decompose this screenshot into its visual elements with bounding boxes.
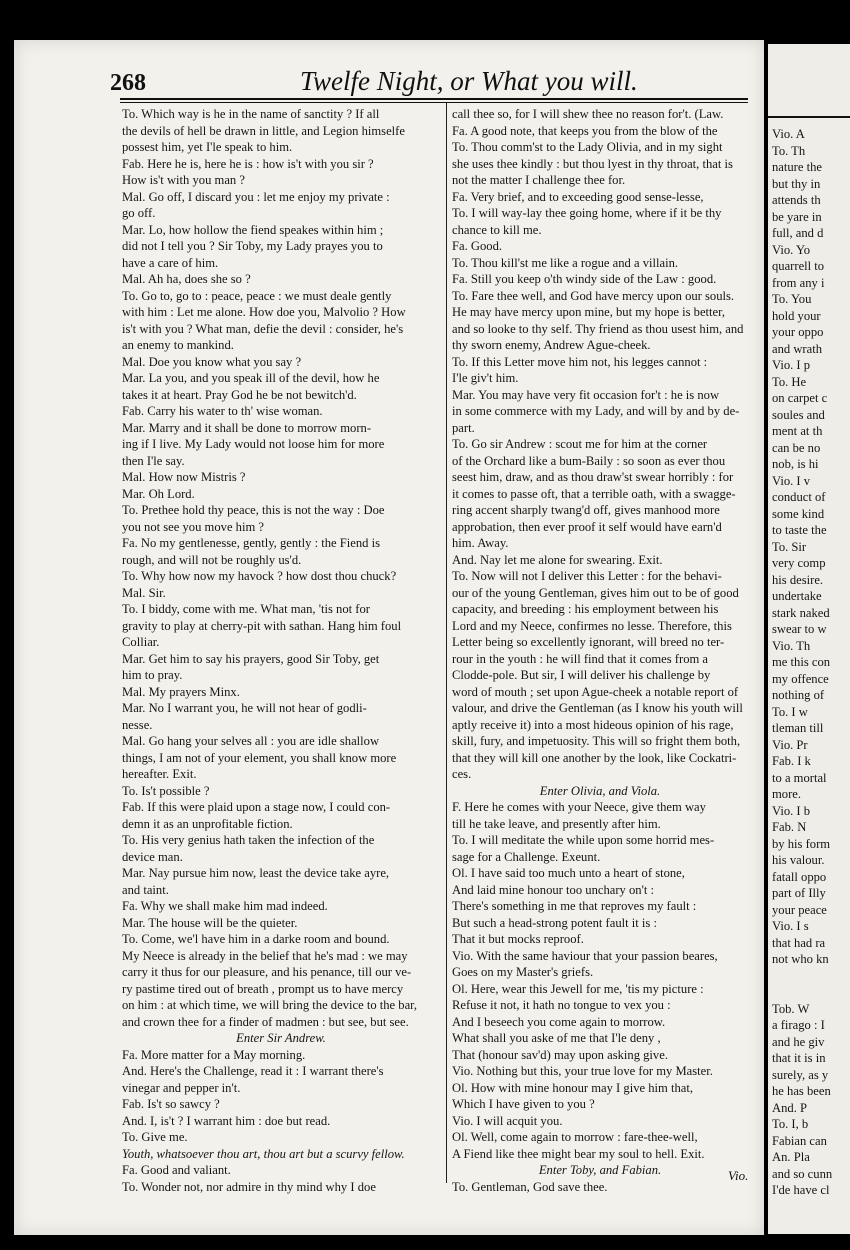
text-line: That it but mocks reproof. [452, 932, 584, 946]
text-line: Mar. Get him to say his prayers, good Sir Toby, get [122, 651, 380, 666]
text-line: skill, fury, and impetuosity. This will so fright them both, [452, 734, 741, 748]
facing-page-line: to a mortal [772, 770, 827, 785]
text-line: To. His very genius hath taken the infection of the [122, 833, 375, 847]
text-line: gravity to play at cherry-pit with sathan. Hang him foul [122, 618, 402, 633]
text-line: Fa. Why we shall make him mad indeed. [122, 899, 328, 913]
text-line: And. I, is't ? I warrant him : doe but read. [122, 1113, 331, 1128]
text-line: And. Here's the Challenge, read it : I warrant there's [122, 1064, 384, 1078]
text-line: And. Nay let me alone for swearing. Exit. [452, 552, 663, 567]
facing-page-line: surely, as y [772, 1067, 829, 1082]
text-line: Mar. Oh Lord. [122, 486, 195, 501]
header-rule-thin [120, 102, 748, 103]
text-line: possest him, yet I'le speak to him. [122, 140, 293, 154]
facing-page-line: very comp [772, 556, 826, 570]
text-line: Vio. With the same haviour that your passion beares, [452, 948, 718, 963]
facing-page-line: Vio. Pr [772, 737, 808, 752]
text-line: Mal. Doe you know what you say ? [122, 354, 302, 369]
text-line: device man. [122, 849, 183, 864]
text-line: Mar. You may have very fit occasion for't : he is now [452, 387, 720, 402]
facing-page-line: on carpet c [772, 391, 828, 405]
text-line: him. Away. [452, 536, 509, 550]
text-line: Mal. Go off, I discard you : let me enjoy my private : [122, 189, 390, 204]
text-line: in some commerce with my Lady, and will by and by de- [452, 404, 740, 418]
text-line: To. Is't possible ? [122, 783, 210, 798]
text-line: There's something in me that reproves my fault : [452, 899, 697, 913]
facing-page-line: my offence [772, 671, 829, 686]
text-line: Refuse it not, it hath no tongue to vex you : [452, 998, 671, 1012]
text-line: That (honour sav'd) may upon asking give. [452, 1047, 668, 1062]
text-line: Enter Sir Andrew. [236, 1031, 326, 1045]
text-line: vinegar and pepper in't. [122, 1080, 241, 1095]
text-line: nesse. [122, 717, 153, 732]
text-line: rough, and will not be roughly us'd. [122, 552, 302, 567]
facing-page-line: his desire. [772, 572, 824, 587]
facing-page-line: quarrell to [772, 259, 825, 273]
text-line: have a care of him. [122, 255, 219, 270]
text-line: Ol. Well, come again to morrow : fare-thee-well, [452, 1130, 698, 1144]
text-line: and so looke to thy self. Thy friend as thou usest him, and [452, 321, 744, 336]
facing-page-line: conduct of [772, 490, 826, 504]
text-line: And laid mine honour too unchary on't : [452, 882, 654, 897]
text-line: A Fiend like thee might bear my soul to hell. Exit. [452, 1146, 705, 1161]
text-line: He may have mercy upon mine, but my hope is better, [452, 305, 725, 319]
facing-page-line: more. [772, 787, 802, 801]
text-line: To. If this Letter move him not, his legges cannot : [452, 354, 708, 369]
text-line: Mar. Lo, how hollow the fiend speakes within him ; [122, 222, 384, 237]
left-column [122, 106, 440, 1195]
text-line: Mar. La you, and you speak ill of the devil, how he [122, 371, 380, 385]
text-line: Clodde-pole. But sir, I will deliver his challenge by [452, 668, 711, 682]
facing-page-line: attends th [772, 193, 821, 207]
text-line: Which I have given to you ? [452, 1097, 595, 1111]
facing-page-line: and so cunn [772, 1166, 833, 1181]
text-line: valour, and drive the Gentleman (as I know his youth will [452, 701, 743, 715]
facing-page-line: that had ra [772, 935, 826, 950]
facing-page-line: to taste the [772, 523, 827, 537]
text-line: To. Fare thee well, and God have mercy upon our souls. [452, 288, 735, 303]
text-line: Fab. Here he is, here he is : how is't with you sir ? [122, 156, 374, 171]
text-line: Fa. Good and valiant. [122, 1163, 231, 1177]
text-line: ces. [452, 767, 472, 781]
text-line: Mal. My prayers Minx. [122, 684, 240, 699]
text-line: Fa. No my gentlenesse, gently, gently : the Fiend is [122, 536, 381, 550]
header-rule [120, 98, 748, 100]
facing-page-line: nature the [772, 160, 822, 174]
text-line: ring accent sharply twang'd off, gives manhood more [452, 503, 720, 517]
facing-page [768, 44, 850, 1234]
text-line: takes it at heart. Pray God he be not bewitch'd. [122, 387, 357, 402]
text-line: seest him, draw, and as thou draw'st swear horribly : for [452, 470, 734, 484]
text-line: What shall you aske of me that I'le deny , [452, 1031, 661, 1045]
facing-page-line: To. Sir [772, 539, 807, 554]
facing-page-line: full, and d [772, 226, 824, 240]
facing-page-line: ment at th [772, 424, 823, 438]
facing-page-line [772, 968, 850, 985]
text-line: Youth, whatsoever thou art, thou art but a scurvy fellow. [122, 1146, 405, 1161]
running-title: Twelfe Night, or What you will. [300, 66, 638, 96]
text-line: thy sworn enemy, Andrew Ague-cheek. [452, 338, 651, 352]
text-line: approbation, then ever proof it self would have earn'd [452, 519, 722, 534]
text-line: I'le giv't him. [452, 371, 519, 385]
text-line: ry pastime tired out of breath , prompt us to have mercy [122, 981, 404, 996]
facing-page-line: from any i [772, 275, 825, 290]
facing-page-line: can be no [772, 440, 821, 455]
facing-page-line [772, 984, 850, 1001]
text-line: till he take leave, and presently after him. [452, 816, 661, 831]
facing-page-line: by his form [772, 836, 831, 851]
text-line: And I beseech you come again to morrow. [452, 1014, 666, 1029]
text-line: Mar. Nay pursue him now, least the device take ayre, [122, 866, 390, 880]
facing-page-line: and wrath [772, 341, 823, 356]
text-line: To. I biddy, come with me. What man, 'tis not for [122, 602, 370, 616]
facing-page-line: Fab. I k [772, 754, 811, 768]
text-line: Fa. Very brief, and to exceeding good sense-lesse, [452, 189, 704, 204]
facing-page-line: hold your [772, 308, 821, 323]
text-line: How is't with you man ? [122, 173, 245, 187]
text-line: him to pray. [122, 668, 183, 682]
facing-page-line: be yare in [772, 209, 822, 224]
facing-page-line: Vio. I v [772, 473, 811, 488]
text-line: To. Gentleman, God save thee. [452, 1179, 608, 1194]
text-line: Fa. More matter for a May morning. [122, 1047, 306, 1062]
facing-page-rule [768, 116, 850, 118]
facing-page-line: me this con [772, 655, 831, 669]
facing-page-line: And. P [772, 1100, 807, 1115]
facing-page-line: Vio. I s [772, 919, 809, 933]
facing-page-line: Vio. Th [772, 638, 811, 653]
facing-page-line: undertake [772, 589, 822, 603]
text-line: our of the young Gentleman, gives him out to be of good [452, 585, 739, 600]
page-number: 268 [110, 70, 146, 96]
text-line: she uses thee kindly : but thou lyest in thy throat, that is [452, 156, 733, 171]
text-line: Ol. How with mine honour may I give him that, [452, 1080, 693, 1095]
facing-page-line: that it is in [772, 1051, 826, 1065]
text-line: Fa. A good note, that keeps you from the blow of the [452, 123, 718, 138]
text-line: chance to kill me. [452, 222, 542, 237]
text-line: on him : at which time, we will bring the device to the bar, [122, 998, 418, 1012]
facing-page-line: To. I, b [772, 1117, 809, 1131]
text-line: Mal. Sir. [122, 585, 166, 600]
facing-page-line: part of Illy [772, 886, 826, 900]
text-line: To. I will meditate the while upon some horrid mes- [452, 833, 715, 847]
text-line: To. Come, we'l have him in a darke room and bound. [122, 932, 390, 946]
text-line: To. Thou kill'st me like a rogue and a villain. [452, 255, 679, 270]
text-line: To. Wonder not, nor admire in thy mind why I doe [122, 1179, 376, 1194]
text-line: Lord and my Neece, confirmes no lesse. Therefore, this [452, 618, 732, 633]
text-line: Fab. Carry his water to th' wise woman. [122, 404, 323, 418]
text-line: Mar. The house will be the quieter. [122, 915, 298, 930]
text-line: Mar. Marry and it shall be done to morrow morn- [122, 420, 372, 435]
text-line: To. Why how now my havock ? how dost thou chuck? [122, 569, 397, 583]
facing-page-line: some kind [772, 506, 825, 521]
text-line: To. Go sir Andrew : scout me for him at the corner [452, 437, 708, 451]
text-line: Mal. Ah ha, does she so ? [122, 272, 251, 286]
facing-page-line: a firago : I [772, 1018, 825, 1032]
text-line: To. I will way-lay thee going home, where if it be thy [452, 206, 722, 220]
facing-page-line: An. Pla [772, 1150, 810, 1164]
text-line: you not see you move him ? [122, 519, 265, 534]
text-line: hereafter. Exit. [122, 767, 197, 781]
facing-page-line: stark naked [772, 605, 830, 620]
column-divider [446, 103, 447, 1183]
facing-page-line: To. You [772, 292, 812, 306]
text-line: But such a head-strong potent fault it is : [452, 915, 657, 930]
facing-page-line: Vio. A [772, 127, 805, 141]
facing-page-line: Fab. N [772, 820, 807, 834]
text-line: Letter being so excellently ignorant, will breed no ter- [452, 635, 725, 649]
text-line: Mal. How now Mistris ? [122, 470, 246, 484]
text-line: sage for a Challenge. Exeunt. [452, 849, 601, 864]
text-line: Fab. If this were plaid upon a stage now, I could con- [122, 800, 391, 814]
text-line: Vio. Nothing but this, your true love for my Master. [452, 1064, 713, 1078]
facing-page-line: he has been [772, 1084, 831, 1098]
text-line: go off. [122, 206, 156, 220]
text-line: and taint. [122, 882, 169, 897]
facing-page-line: nob, is hi [772, 457, 819, 471]
facing-page-line: nothing of [772, 688, 825, 702]
text-line: Enter Olivia, and Viola. [539, 783, 661, 798]
text-line: Goes on my Master's griefs. [452, 965, 594, 979]
facing-page-line: your oppo [772, 325, 824, 339]
text-line: did not I tell you ? Sir Toby, my Lady prayes you to [122, 239, 383, 253]
text-line: To. Thou comm'st to the Lady Olivia, and in my sight [452, 140, 723, 154]
text-line: Colliar. [122, 635, 160, 649]
text-line: Mar. No I warrant you, he will not hear of godli- [122, 701, 367, 715]
facing-page-column [772, 126, 850, 1199]
text-line: Mal. Go hang your selves all : you are idle shallow [122, 734, 380, 748]
text-line: To. Which way is he in the name of sanctity ? If all [122, 107, 380, 121]
text-line: My Neece is already in the belief that he's mad : we may [122, 948, 408, 963]
text-line: call thee so, for I will shew thee no reason for't. (Law. [452, 107, 724, 121]
text-line: things, I am not of your element, you shall know more [122, 750, 397, 765]
facing-page-line: but thy in [772, 176, 821, 191]
text-line: To. Go to, go to : peace, peace : we must deale gently [122, 288, 392, 303]
text-line: not the matter I challenge thee for. [452, 173, 626, 187]
facing-page-line: and he giv [772, 1034, 825, 1049]
text-line: word of mouth ; set upon Ague-cheek a notable report of [452, 684, 739, 699]
facing-page-line: To. I w [772, 704, 808, 719]
text-line: carry it thus for our pleasure, and his penance, till our ve- [122, 965, 412, 979]
facing-page-line: To. Th [772, 143, 806, 158]
facing-page-line: his valour. [772, 853, 825, 867]
facing-page-line: fatall oppo [772, 869, 827, 884]
facing-page-line: Vio. I p [772, 358, 811, 372]
text-line: To. Give me. [122, 1130, 188, 1144]
text-line: that they will kill one another by the look, like Cockatri- [452, 750, 737, 765]
text-line: To. Prethee hold thy peace, this is not the way : Doe [122, 503, 385, 517]
page-header [110, 60, 750, 100]
text-line: Vio. I will acquit you. [452, 1113, 563, 1128]
facing-page-line: your peace [772, 902, 827, 917]
text-line: is't with you ? What man, defie the devil : consider, he's [122, 321, 404, 336]
text-line: of the Orchard like a bum-Baily : so soon as ever thou [452, 453, 726, 468]
text-line: capacity, and breeding : his employment between his [452, 602, 719, 616]
right-column [452, 106, 748, 1195]
facing-page-line: tleman till [772, 721, 824, 735]
facing-page-line: Vio. Yo [772, 242, 811, 257]
catchword: Vio. [728, 1168, 749, 1183]
facing-page-line: To. He [772, 374, 807, 389]
text-line: and crown thee for a finder of madmen : but see, but see. [122, 1014, 409, 1029]
text-line: demn it as an unprofitable fiction. [122, 816, 293, 831]
text-line: aptly receive it) into a most hideous opinion of his rage, [452, 717, 734, 732]
facing-page-line: Vio. I b [772, 803, 811, 818]
facing-page-line: not who kn [772, 952, 829, 966]
text-line: part. [452, 420, 475, 435]
text-line: an enemy to mankind. [122, 338, 234, 352]
facing-page-line: I'de have cl [772, 1183, 830, 1197]
text-line: F. Here he comes with your Neece, give them way [452, 800, 706, 814]
text-line: To. Now will not I deliver this Letter : for the behavi- [452, 569, 722, 583]
text-line: Fab. Is't so sawcy ? [122, 1097, 220, 1111]
facing-page-line: Tob. W [772, 1001, 810, 1016]
facing-page-line: soules and [772, 407, 825, 422]
text-line: Ol. Here, wear this Jewell for me, 'tis my picture : [452, 981, 704, 996]
text-line: it comes to passe oft, that a terrible oath, with a swagge- [452, 486, 736, 501]
text-line: rour in the youth : he will find that it comes from a [452, 651, 709, 666]
text-line: Fa. Good. [452, 239, 503, 253]
text-line: Ol. I have said too much unto a heart of stone, [452, 866, 685, 880]
text-line: Fa. Still you keep o'th windy side of the Law : good. [452, 272, 717, 286]
facing-page-line: Fabian can [772, 1133, 827, 1148]
text-line: Enter Toby, and Fabian. [538, 1163, 662, 1177]
facing-page-line: swear to w [772, 622, 827, 636]
text-line: the devils of hell be drawn in little, and Legion himselfe [122, 123, 405, 138]
text-line: ing if I live. My Lady would not loose him for more [122, 437, 385, 451]
text-line: with him : Let me alone. How doe you, Malvolio ? How [122, 305, 406, 319]
text-line: then I'le say. [122, 453, 185, 468]
